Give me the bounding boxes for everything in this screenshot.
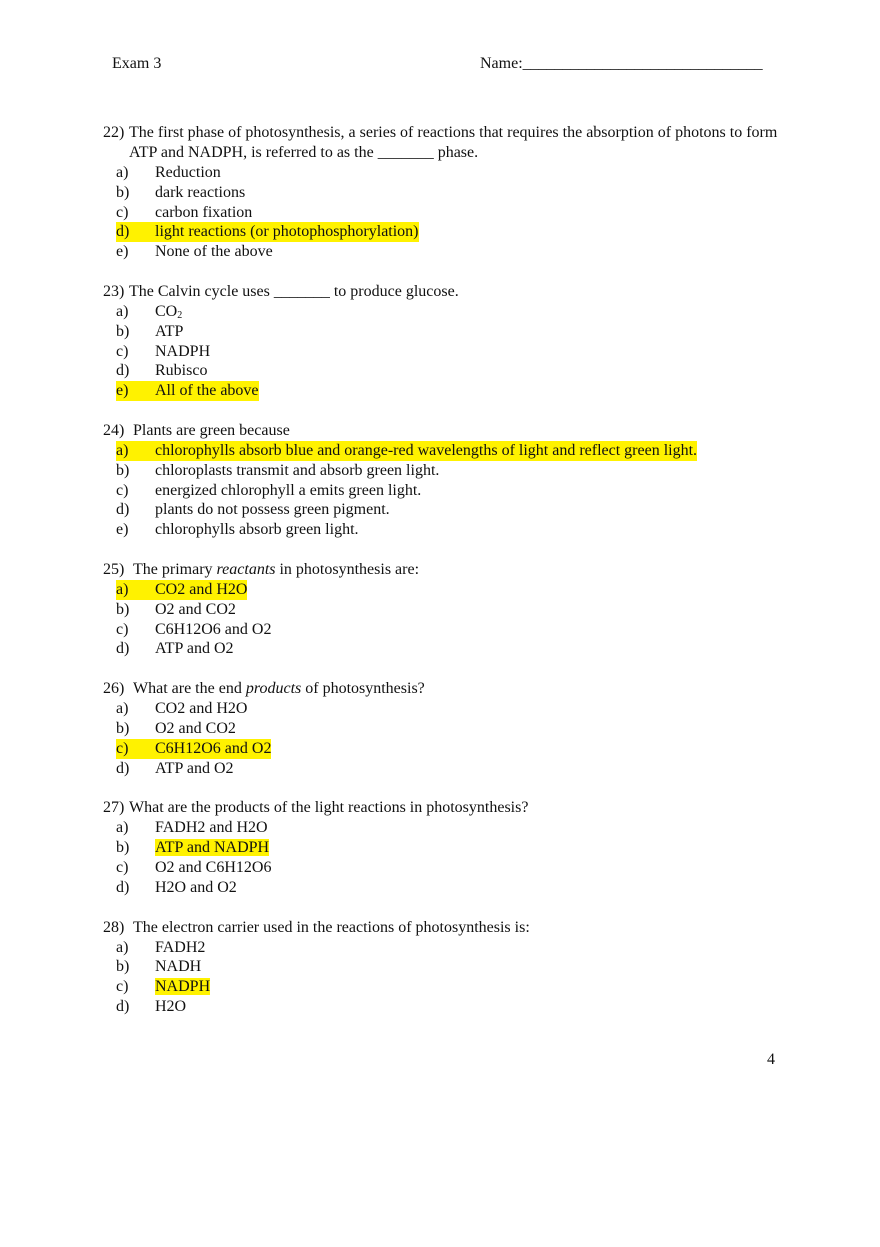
answer-option-highlighted	[103, 222, 793, 242]
option-text: ATP and O2	[155, 759, 234, 777]
option-text: ATP and NADPH	[155, 839, 270, 857]
option-letter: d)	[116, 878, 130, 896]
question-number: 24)	[103, 421, 125, 439]
option-letter: e)	[116, 243, 129, 261]
question-stem	[103, 918, 793, 938]
question-text: What are the end products of photosynthesis?	[133, 680, 425, 698]
option-letter: c)	[116, 481, 129, 499]
option-letter: b)	[116, 839, 130, 857]
option-letter: d)	[116, 759, 130, 777]
name-label: Name:	[480, 55, 523, 72]
option-text: Reduction	[155, 164, 221, 181]
option-letter: b)	[116, 719, 130, 737]
question-stem	[103, 282, 793, 302]
answer-option	[103, 818, 793, 838]
option-text: NADPH	[155, 978, 211, 996]
option-letter: a)	[116, 580, 129, 598]
option-letter: d)	[116, 997, 130, 1015]
question-stem	[103, 679, 793, 699]
answer-option	[103, 878, 793, 898]
option-text: NADH	[155, 958, 202, 976]
answer-options	[103, 302, 793, 401]
option-letter: a)	[116, 819, 129, 837]
option-text: carbon fixation	[155, 203, 253, 221]
answer-option	[103, 203, 793, 223]
question-number: 23)	[103, 282, 125, 300]
option-text: light reactions (or photophosphorylation)	[155, 223, 419, 241]
option-text: C6H12O6 and O2	[155, 620, 272, 638]
answer-option	[103, 957, 793, 977]
option-letter: c)	[116, 739, 129, 757]
option-text: FADH2 and H2O	[155, 819, 268, 837]
answer-option	[103, 520, 793, 540]
question-28	[103, 918, 793, 1017]
answer-option	[103, 163, 793, 183]
option-subscript: 2	[177, 309, 183, 321]
page-number: 4	[767, 1051, 775, 1068]
exam-label: Exam 3	[112, 55, 162, 72]
option-text: Rubisco	[155, 362, 208, 380]
option-text: NADPH	[155, 342, 211, 360]
emphasized-word: products	[245, 680, 302, 698]
option-text: O2 and C6H12O6	[155, 858, 272, 876]
option-text: CO2 and H2O	[155, 580, 248, 598]
question-22	[103, 123, 793, 262]
option-letter: c)	[116, 858, 129, 876]
answer-option-highlighted	[103, 838, 793, 858]
option-text: ATP and O2	[155, 640, 234, 658]
answer-option	[103, 461, 793, 481]
option-letter: a)	[116, 164, 129, 181]
answer-option	[103, 639, 793, 659]
option-letter: c)	[116, 342, 129, 360]
option-letter: b)	[116, 183, 130, 201]
option-text: plants do not possess green pigment.	[155, 501, 390, 519]
option-text: ATP	[155, 322, 184, 340]
answer-option	[103, 620, 793, 640]
option-text: CO2 and H2O	[155, 700, 248, 718]
answer-option-highlighted	[103, 977, 793, 997]
option-text: energized chlorophyll a emits green light.	[155, 481, 422, 499]
answer-option	[103, 342, 793, 362]
question-stem	[103, 421, 793, 441]
option-text: C6H12O6 and O2	[155, 739, 272, 757]
answer-options	[103, 699, 793, 778]
option-text: chlorophylls absorb green light.	[155, 521, 359, 539]
option-letter: c)	[116, 620, 129, 638]
option-letter: a)	[116, 302, 129, 320]
answer-option	[103, 242, 793, 262]
option-letter: b)	[116, 461, 130, 479]
question-number: 25)	[103, 560, 125, 578]
question-stem	[103, 798, 793, 818]
answer-option	[103, 858, 793, 878]
answer-option	[103, 302, 793, 322]
answer-options	[103, 163, 793, 262]
option-letter: e)	[116, 382, 129, 400]
option-letter: c)	[116, 978, 129, 996]
answer-option	[103, 500, 793, 520]
question-26	[103, 679, 793, 778]
option-letter: b)	[116, 322, 130, 340]
question-number: 26)	[103, 680, 125, 698]
question-text: What are the products of the light reactions in photosynthesis?	[129, 799, 529, 817]
answer-option	[103, 183, 793, 203]
answer-option	[103, 759, 793, 779]
option-letter: b)	[116, 600, 130, 618]
answer-option-highlighted	[103, 739, 793, 759]
answer-option	[103, 938, 793, 958]
answer-options	[103, 938, 793, 1017]
emphasized-word: reactants	[216, 560, 276, 578]
answer-options	[103, 580, 793, 659]
question-stem	[103, 560, 793, 580]
option-letter: d)	[116, 362, 130, 380]
option-text: FADH2	[155, 938, 206, 956]
question-text: The Calvin cycle uses _______ to produce glucose.	[129, 282, 459, 300]
question-list	[103, 123, 793, 1017]
answer-option-highlighted	[103, 441, 793, 461]
answer-option	[103, 719, 793, 739]
answer-option	[103, 997, 793, 1017]
option-text: O2 and CO2	[155, 600, 236, 618]
name-blank: ______________________________	[522, 55, 763, 72]
option-text: None of the above	[155, 243, 273, 261]
option-letter: d)	[116, 501, 130, 519]
question-text: The first phase of photosynthesis, a series of reactions that requires the absorption of photons to form ATP and NADPH, is referred to as the _______ phase.	[129, 124, 778, 161]
question-25	[103, 560, 793, 659]
question-number: 27)	[103, 799, 125, 817]
answer-option	[103, 361, 793, 381]
option-letter: d)	[116, 640, 130, 658]
option-letter: e)	[116, 521, 129, 539]
option-letter: b)	[116, 958, 130, 976]
option-letter: a)	[116, 441, 129, 459]
answer-option	[103, 600, 793, 620]
answer-option	[103, 699, 793, 719]
answer-options	[103, 818, 793, 897]
option-letter: d)	[116, 223, 130, 241]
option-text: All of the above	[155, 382, 259, 400]
option-text: chlorophylls absorb blue and orange-red wavelengths of light and reflect green light.	[155, 441, 698, 459]
answer-option-highlighted	[103, 580, 793, 600]
question-stem	[103, 123, 793, 163]
option-text: chloroplasts transmit and absorb green light.	[155, 461, 440, 479]
question-text: The primary reactants in photosynthesis are:	[133, 560, 420, 578]
question-text: Plants are green because	[133, 421, 290, 439]
answer-option	[103, 481, 793, 501]
answer-options	[103, 441, 793, 540]
question-23	[103, 282, 793, 401]
option-letter: a)	[116, 700, 129, 718]
name-field	[480, 54, 763, 74]
option-letter: a)	[116, 938, 129, 956]
option-text: H2O	[155, 997, 187, 1015]
question-text: The electron carrier used in the reactions of photosynthesis is:	[133, 918, 530, 936]
answer-option-highlighted	[103, 381, 793, 401]
option-text: CO	[155, 302, 178, 320]
question-27	[103, 798, 793, 897]
option-text: H2O and O2	[155, 878, 237, 896]
answer-option	[103, 322, 793, 342]
question-number: 28)	[103, 918, 125, 936]
option-text: O2 and CO2	[155, 719, 236, 737]
option-text: dark reactions	[155, 183, 246, 201]
question-number: 22)	[103, 124, 125, 141]
question-24	[103, 421, 793, 540]
option-letter: c)	[116, 203, 129, 221]
